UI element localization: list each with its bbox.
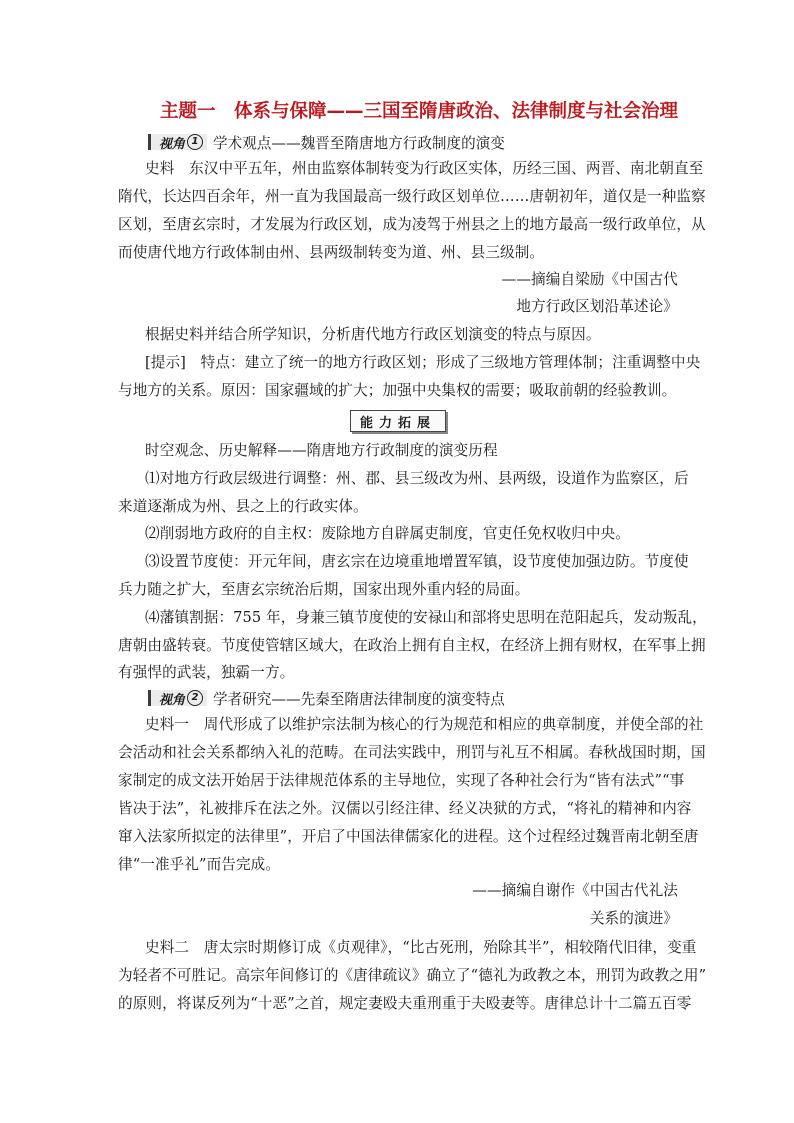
- angle-badge-label: 视角: [159, 692, 186, 708]
- angle-2-text-line: 的原则，将谋反列为“十恶”之首，规定妻殴夫重刑重于夫殴妻等。唐律总计十二篇五百零: [118, 995, 692, 1012]
- angle-2-text-line: 史料二 唐太宗时期修订成《贞观律》，“比古死刑，殆除其半”，相较隋代旧律，变重: [145, 939, 697, 956]
- expand-line: ⑷藩镇割据：755 年，身兼三镇节度使的安禄山和部将史思明在范阳起兵，发动叛乱，: [145, 609, 707, 626]
- angle-2-text-line: 史料一 周代形成了以维护宗法制为核心的行为规范和相应的典章制度，并使全部的社: [145, 716, 704, 733]
- section-label: 能力拓展: [350, 410, 446, 432]
- expand-line: 来道逐渐成为州、县之上的行政实体。: [118, 498, 368, 515]
- angle-2-heading: 学者研究——先秦至隋唐法律制度的演变特点: [213, 690, 505, 708]
- angle-2-header: [148, 688, 505, 708]
- angle-2-text-line: 为轻者不可胜记。高宗年间修订的《唐律疏议》确立了“德礼为政教之本，刑罚为政教之用”: [118, 967, 707, 984]
- angle-2-text-line: 律“一准乎礼”而告完成。: [118, 856, 281, 873]
- angle-1-text-line: 而使唐代地方行政体制由州、县两级制转变为道、州、县三级制。: [118, 244, 545, 261]
- angle-1-source: ——摘编自梁励《中国古代: [501, 271, 678, 288]
- angle-1-hint: 与地方的关系。原因：国家疆域的扩大；加强中央集权的需要；吸取前朝的经验教训。: [118, 382, 677, 399]
- angle-1-question: 根据史料并结合所学知识，分析唐代地方行政区划演变的特点与原因。: [145, 326, 601, 343]
- expand-line: 兵力随之扩大，至唐玄宗统治后期，国家出现外重内轻的局面。: [118, 581, 530, 598]
- expand-line: ⑶设置节度使：开元年间，唐玄宗在边境重地增置军镇，设节度使加强边防。节度使: [145, 553, 689, 570]
- expand-line: 唐朝由盛转衰。节度使管辖区域大，在政治上拥有自主权，在经济上拥有财权，在军事上拥: [118, 637, 706, 654]
- angle-badge: [148, 134, 207, 150]
- angle-number-icon: 2: [187, 690, 203, 706]
- angle-badge-label: 视角: [159, 136, 186, 152]
- angle-1-heading: 学术观点——魏晋至隋唐地方行政制度的演变: [213, 134, 505, 152]
- angle-2-source: 关系的演进》: [589, 910, 678, 927]
- angle-number-icon: 1: [187, 134, 203, 150]
- expand-line: ⑴对地方行政层级进行调整：州、郡、县三级改为州、县两级，设道作为监察区，后: [145, 470, 689, 487]
- expand-line: ⑵削弱地方政府的自主权：废除地方自辟属吏制度，官吏任免权收归中央。: [145, 525, 630, 542]
- angle-1-text-line: 区划，至唐玄宗时，才发展为行政区划，成为凌驾于州县之上的地方最高一级行政单位，从: [118, 216, 706, 233]
- angle-1-text-line: 隋代，长达四百余年，州一直为我国最高一级行政区划单位……唐朝初年，道仅是一种监察: [118, 188, 706, 205]
- angle-1-hint: [提示] 特点：建立了统一的地方行政区划；形成了三级地方管理体制；注重调整中央: [145, 354, 701, 371]
- angle-2-source: ——摘编自谢作《中国古代礼法: [472, 882, 678, 899]
- expand-heading: 时空观念、历史解释——隋唐地方行政制度的演变历程: [145, 442, 498, 459]
- angle-1-text-line: 史料 东汉中平五年，州由监察体制转变为行政区实体，历经三国、两晋、南北朝直至: [145, 160, 704, 177]
- angle-1-source: 地方行政区划沿革述论》: [516, 298, 678, 315]
- angle-badge: [148, 690, 207, 706]
- angle-2-text-line: 家制定的成文法开始居于法律规范体系的主导地位，实现了各种社会行为“皆有法式”“事: [118, 772, 685, 789]
- page-title: 主题一 体系与保障——三国至隋唐政治、法律制度与社会治理: [160, 101, 679, 122]
- angle-1-header: [148, 132, 505, 152]
- angle-2-text-line: 会活动和社会关系都纳入礼的范畴。在司法实践中，刑罚与礼互不相属。春秋战国时期，国: [118, 744, 706, 761]
- expand-line: 有强悍的武装，独霸一方。: [118, 664, 295, 681]
- angle-2-text-line: 皆决于法”，礼被排斥在法之外。汉儒以引经注律、经义决狱的方式，“将礼的精神和内容: [118, 800, 692, 817]
- angle-2-text-line: 窜入法家所拟定的法律里”，开启了中国法律儒家化的进程。这个过程经过魏晋南北朝至唐: [118, 828, 699, 845]
